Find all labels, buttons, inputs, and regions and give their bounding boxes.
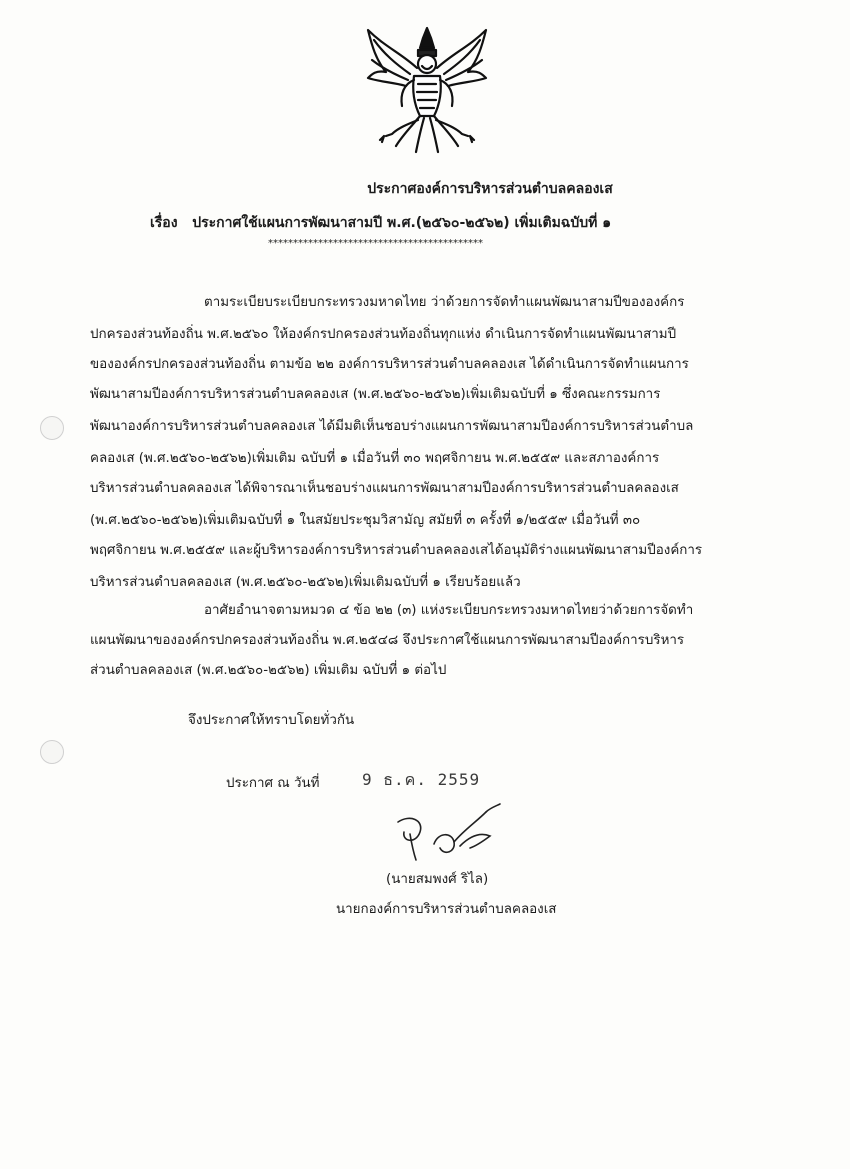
body-line: อาศัยอำนาจตามหมวด ๔ ข้อ ๒๒ (๓) แห่งระเบียบกระทรวงมหาดไทยว่าด้วยการจัดทำ [204,603,694,618]
garuda-emblem-icon [362,24,492,156]
signature-icon [390,802,520,864]
subject-text: ประกาศใช้แผนการพัฒนาสามปี พ.ศ.(๒๕๖๐-๒๕๖๒) เพิ่มเติมฉบับที่ ๑ [192,215,612,231]
signer-name: (นายสมพงศ์ ริไล) [386,872,489,887]
announcement-heading: ประกาศองค์การบริหารส่วนตำบลคลองเส [367,181,613,197]
body-line: พัฒนาสามปีองค์การบริหารส่วนตำบลคลองเส (พ.ศ.๒๕๖๐-๒๕๖๒)เพิ่มเติมฉบับที่ ๑ ซึ่งคณะกรรมการ [90,387,661,402]
body-line: พฤศจิกายน พ.ศ.๒๕๕๙ และผู้บริหารองค์การบริหารส่วนตำบลคลองเสได้อนุมัติร่างแผนพัฒนาสามปีองค์การ [90,543,703,558]
date-label: ประกาศ ณ วันที่ [226,776,320,791]
body-line: บริหารส่วนตำบลคลองเส ได้พิจารณาเห็นชอบร่างแผนการพัฒนาสามปีองค์การบริหารส่วนตำบลคลองเส [90,481,679,496]
separator-line: ******************************************* [268,238,483,249]
closing-statement: จึงประกาศให้ทราบโดยทั่วกัน [188,713,355,728]
punch-hole [40,416,64,440]
subject-line [150,212,611,234]
body-line: ปกครองส่วนท้องถิ่น พ.ศ.๒๕๖๐ ให้องค์กรปกครองส่วนท้องถิ่นทุกแห่ง ดำเนินการจัดทำแผนพัฒนาสามปี [90,327,677,342]
body-line: ส่วนตำบลคลองเส (พ.ศ.๒๕๖๐-๒๕๖๒) เพิ่มเติม ฉบับที่ ๑ ต่อไป [90,663,447,678]
body-line: ขององค์กรปกครองส่วนท้องถิ่น ตามข้อ ๒๒ องค์การบริหารส่วนตำบลคลองเส ได้ดำเนินการจัดทำแผนการ [90,357,689,372]
body-line: คลองเส (พ.ศ.๒๕๖๐-๒๕๖๒)เพิ่มเติม ฉบับที่ ๑ เมื่อวันที่ ๓๐ พฤศจิกายน พ.ศ.๒๕๕๙ และสภาองค์การ [90,451,660,466]
signer-position: นายกองค์การบริหารส่วนตำบลคลองเส [336,902,557,917]
date-stamp: 9 ธ.ค. 2559 [362,770,481,789]
body-line: แผนพัฒนาขององค์กรปกครองส่วนท้องถิ่น พ.ศ.๒๕๔๘ จึงประกาศใช้แผนการพัฒนาสามปีองค์การบริหาร [90,633,685,648]
body-line: (พ.ศ.๒๕๖๐-๒๕๖๒)เพิ่มเติมฉบับที่ ๑ ในสมัยประชุมวิสามัญ สมัยที่ ๓ ครั้งที่ ๑/๒๕๕๙ เมื่อวันที่ ๓๐ [90,513,641,528]
subject-label: เรื่อง [150,215,178,231]
body-line: พัฒนาองค์การบริหารส่วนตำบลคลองเส ได้มีมติเห็นชอบร่างแผนการพัฒนาสามปีองค์การบริหารส่วนตำบล [90,419,694,434]
body-line: ตามระเบียบระเบียบกระทรวงมหาดไทย ว่าด้วยการจัดทำแผนพัฒนาสามปีขององค์กร [204,295,685,310]
punch-hole [40,740,64,764]
body-line: บริหารส่วนตำบลคลองเส (พ.ศ.๒๕๖๐-๒๕๖๒)เพิ่มเติมฉบับที่ ๑ เรียบร้อยแล้ว [90,575,521,590]
